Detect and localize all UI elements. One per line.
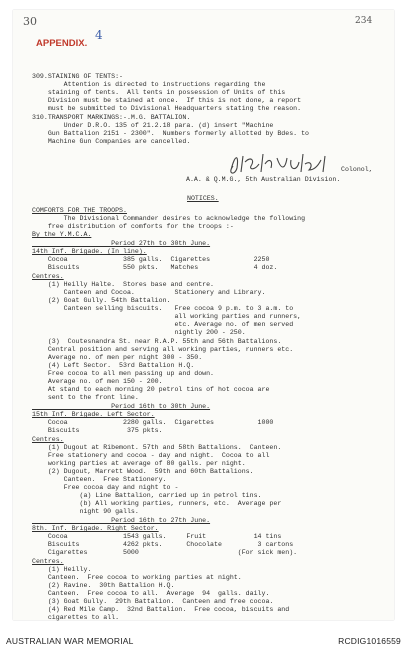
text-line: sent to the front line. <box>32 394 139 401</box>
order-line: Attention is directed to instructions regarding the <box>32 81 266 88</box>
order-line: 310.TRANSPORT MARKINGS:-.M.G. BATTALION. <box>32 114 191 121</box>
appendix-number: 4 <box>95 28 103 42</box>
appendix-label: APPENDIX. <box>36 38 88 49</box>
text-line: free distribution of comforts for the troops :- <box>32 223 234 230</box>
text-line: Free stationery and cocoa - day and night. Cocoa to all <box>32 452 270 459</box>
supply-row: Cocoa 385 galls. Cigarettes 2250 <box>32 256 270 263</box>
order-line: must be submitted to Divisional Headquarters stating the reason. <box>32 105 302 112</box>
brigade-heading: 8th. Inf. Brigade. Right Sector. <box>32 525 159 532</box>
handwritten-signature <box>225 150 345 178</box>
text-line: (1) Heilly. <box>32 566 92 573</box>
text-line: (1) Dugout at Ribemont. 57th and 58th Battalions. Canteen. <box>32 444 282 451</box>
text-line: Canteen. Free cocoa to working parties at night. <box>32 574 242 581</box>
text-line: (4) Left Sector. 53rd Battalion H.Q. <box>32 362 195 369</box>
text-line: (3) Goat Gully. 29th Battalion. Canteen and free cocoa. <box>32 598 274 605</box>
period-heading: Period 16th to 27th June. <box>32 517 211 524</box>
text-line: Canteen selling biscuits. Free cocoa 9 p.m. to 3 a.m. to <box>32 305 294 312</box>
footer-archive-name: AUSTRALIAN WAR MEMORIAL <box>6 636 134 646</box>
supply-row: Biscuits 550 pkts. Matches 4 doz. <box>32 264 278 271</box>
text-line: (a) Line Battalion, carried up in petrol tins. <box>32 492 262 499</box>
centres-heading: Centres. <box>32 273 64 280</box>
supply-row: Biscuits 375 pkts. <box>32 427 163 434</box>
text-line: Canteen and Cocoa. Stationery and Library. <box>32 289 266 296</box>
order-line: Gun Battalion 2151 - 2300". Numbers formerly allotted by Bdes. to <box>32 130 309 137</box>
brigade-heading: 15th Inf. Brigade. Left Sector. <box>32 411 155 418</box>
text-line: At stand to each morning 20 petrol tins of hot cocoa are <box>32 386 270 393</box>
supply-row: Cocoa 2280 galls. Cigarettes 1000 <box>32 419 274 426</box>
text-line: (3) Coutesnandra St. near R.A.P. 55th and 56th Battalions. <box>32 338 282 345</box>
footer-record-id: RCDIG1016559 <box>338 636 401 646</box>
order-line: Machine Gun Companies are cancelled. <box>32 138 191 145</box>
text-line: Average no. of men per night 300 - 350. <box>32 354 203 361</box>
folio-left: 30 <box>23 15 37 28</box>
text-line: The Divisional Commander desires to acknowledge the following <box>32 215 306 222</box>
supply-row: Cocoa 1543 galls. Fruit 14 tins <box>32 533 282 540</box>
supply-row: Biscuits 4262 pkts. Chocolate 3 cartons <box>32 541 294 548</box>
text-line: cigarettes to all. <box>32 614 120 621</box>
text-line: (2) Ravine. 30th Battalion H.Q. <box>32 582 175 589</box>
folio-right: 234 <box>355 16 373 26</box>
order-line: Under D.R.O. 135 of 21.2.18 para. (d) insert "Machine <box>32 122 274 129</box>
text-line: etc. Average no. of men served <box>32 321 294 328</box>
centres-heading: Centres. <box>32 436 64 443</box>
text-line: working parties at average of 80 galls. per night. <box>32 460 246 467</box>
text-line: all working parties and runners, <box>32 313 302 320</box>
text-line: (1) Heilly Halte. Stores base and centre. <box>32 281 215 288</box>
text-line: Free cocoa to all men passing up and down. <box>32 370 215 377</box>
text-line: night 90 galls. <box>32 508 139 515</box>
text-line: (2) Dugout, Marrett Wood. 59th and 60th Battalions. <box>32 468 254 475</box>
text-line: Average no. of men 150 - 200. <box>32 378 163 385</box>
sub-heading: By the Y.M.C.A. <box>32 231 92 238</box>
centres-heading: Centres. <box>32 558 64 565</box>
order-line: Division must be stained at once. If this is not done, a report <box>32 97 302 104</box>
order-line: staining of tents. All tents in possession of Units of this <box>32 89 286 96</box>
text-line: Canteen. Free Stationery. <box>32 476 167 483</box>
text-line: (b) All working parties, runners, etc. Average per <box>32 500 282 507</box>
signature-rank: Colonol, <box>341 166 373 173</box>
text-line: Free cocoa day and night to - <box>32 484 179 491</box>
text-line: nightly 200 - 250. <box>32 329 246 336</box>
order-line: 309.STAINING OF TENTS:- <box>32 73 124 80</box>
text-line: (2) Goat Gully. 54th Battalion. <box>32 297 171 304</box>
text-line: (4) Red Mile Camp. 32nd Battalion. Free cocoa, biscuits and <box>32 606 290 613</box>
period-heading: Period 27th to 30th June. <box>32 240 211 247</box>
text-line: Central position and serving all working parties, runners etc. <box>32 346 294 353</box>
period-heading: Period 16th to 30th June. <box>32 403 211 410</box>
section-heading: COMFORTS FOR THE TROOPS. <box>32 207 127 214</box>
text-line: Canteen. Free cocoa to all. Average 94 galls. daily. <box>32 590 270 597</box>
notices-heading: NOTICES. <box>187 195 219 202</box>
supply-row: Cigarettes 5000 (For sick men). <box>32 549 298 556</box>
signature-title: A.A. & Q.M.G., 5th Australian Division. <box>186 176 341 183</box>
brigade-heading: 14th Inf. Brigade. (In line). <box>32 248 147 255</box>
